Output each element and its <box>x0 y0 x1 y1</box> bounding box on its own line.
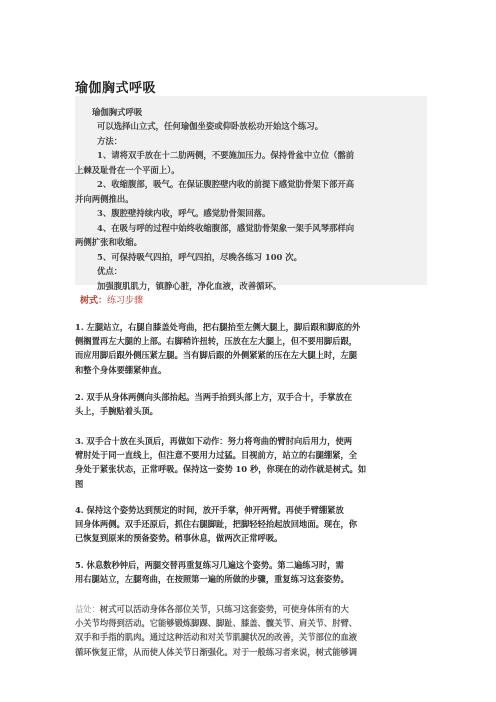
step-line: 4. 保持这个姿势达到预定的时间，放开手掌，伸开两臂。再使手臂绷紧放 <box>75 505 344 515</box>
step-paragraph-2 <box>75 390 352 418</box>
step-line: 和整个身体要绷紧伸直。 <box>75 364 167 375</box>
box-line: 1、请将双手放在十二肋两侧，不要施加压力。保持骨盆中立位（髂前 <box>97 150 355 160</box>
step-line: 身处于紧张状态，正常呼吸。保持这一姿势 10 秒，你现在的动作就是树式。如 <box>75 464 367 475</box>
step-paragraph-3 <box>75 434 366 491</box>
step-line: 侧搁置再左大腿的上部。右脚稍许扭转，压放在左大腿上，但不要用脚后跟， <box>75 336 358 347</box>
box-line: 4、在吸与呼的过程中始终收缩腹部，感觉肋骨架象一架手风琴那样向 <box>97 223 355 233</box>
section-keyword: 树式： <box>80 296 108 306</box>
box-line: 加强腹肌肌力，镇静心脏，净化血液，改善循环。 <box>97 281 282 291</box>
step-line: 图 <box>75 478 84 489</box>
benefit-paragraph <box>75 602 357 659</box>
benefit-label: 益处： <box>75 604 100 614</box>
breathing-instructions-box <box>75 96 427 291</box>
step-line: 回身体两侧。双手还原后，抓住右腿脚趾，把脚轻轻抬起放回地面。现在，你 <box>75 519 358 530</box>
step-paragraph-5 <box>75 558 349 586</box>
box-advantages-label: 优点： <box>97 266 123 276</box>
page-title: 瑜伽胸式呼吸 <box>75 81 157 96</box>
section-heading <box>80 295 143 307</box>
benefit-line: 小关节均得到活动。它能够锻炼脚踝、脚趾、膝盖、髋关节、肩关节、肘臂、 <box>75 618 358 629</box>
step-line: 3. 双手合十放在头顶后，再做如下动作：努力将弯曲的臂肘向后用力，使两 <box>75 436 353 446</box>
step-line: 臂肘处于同一直线上，但注意不要用力过猛。目视前方，站立的右腿绷紧，全 <box>75 450 358 461</box>
box-line: 3、腹腔壁持续内收，呼气。感觉肋骨架回落。 <box>97 208 271 218</box>
step-paragraph-1 <box>75 320 360 377</box>
step-line: 2. 双手从身体两侧向头部抬起。当两手抬到头部上方，双手合十，手掌放在 <box>75 392 353 402</box>
step-line: 1. 左腿站立，右腿自膝盖处弯曲，把右腿抬至左侧大腿上，脚后跟和脚底的外 <box>75 322 361 332</box>
box-line: 并向两侧推出。 <box>75 194 134 204</box>
box-line: 上棘及耻骨在一个平面上）。 <box>75 165 180 175</box>
box-line: 可以选择山立式，任何瑜伽坐姿或仰卧放松功开始这个练习。 <box>97 121 324 131</box>
box-method-label: 方法： <box>97 136 123 146</box>
step-line: 头上，手腕贴着头顶。 <box>75 406 158 417</box>
step-line: 5. 休息数秒钟后，两腿交替再重复练习几遍这个姿势。第二遍练习时，需 <box>75 560 344 570</box>
benefit-line <box>75 602 357 616</box>
step-paragraph-4 <box>75 503 357 546</box>
box-line: 两侧扩张和收缩。 <box>75 237 142 247</box>
benefit-line: 双手和手指的肌肉。通过这种活动和对关节肌腱状况的改善，关节部位的血液 <box>75 632 358 643</box>
benefit-line: 循环恢复正常，从而使人体关节日渐强化。对于一般练习者来说，树式能够调 <box>75 646 358 657</box>
step-line: 用右腿站立，左腿弯曲，在按照第一遍的所做的步骤，重复练习这套姿势。 <box>75 574 349 585</box>
section-subtitle: 练习步骤 <box>107 296 144 306</box>
benefit-text: 树式可以活动身体各部位关节，只练习这套姿势，可使身体所有的大 <box>99 604 349 614</box>
step-line: 已恢复到原来的预备姿势。稍事休息，做两次正常呼吸。 <box>75 533 283 544</box>
box-line: 5、可保持吸气四拍，呼气四拍，尽晚各练习 100 次。 <box>97 252 303 262</box>
box-line: 2、收缩腹部，吸气。在保证腹腔壁内收的前提下感觉肋骨架下部开高 <box>97 179 355 189</box>
box-heading: 瑜伽胸式呼吸 <box>92 107 143 117</box>
step-line: 而应用脚后跟外侧压紧左腿。当有脚后跟的外侧紧紧的压在左大腿上时，左腿 <box>75 350 358 361</box>
